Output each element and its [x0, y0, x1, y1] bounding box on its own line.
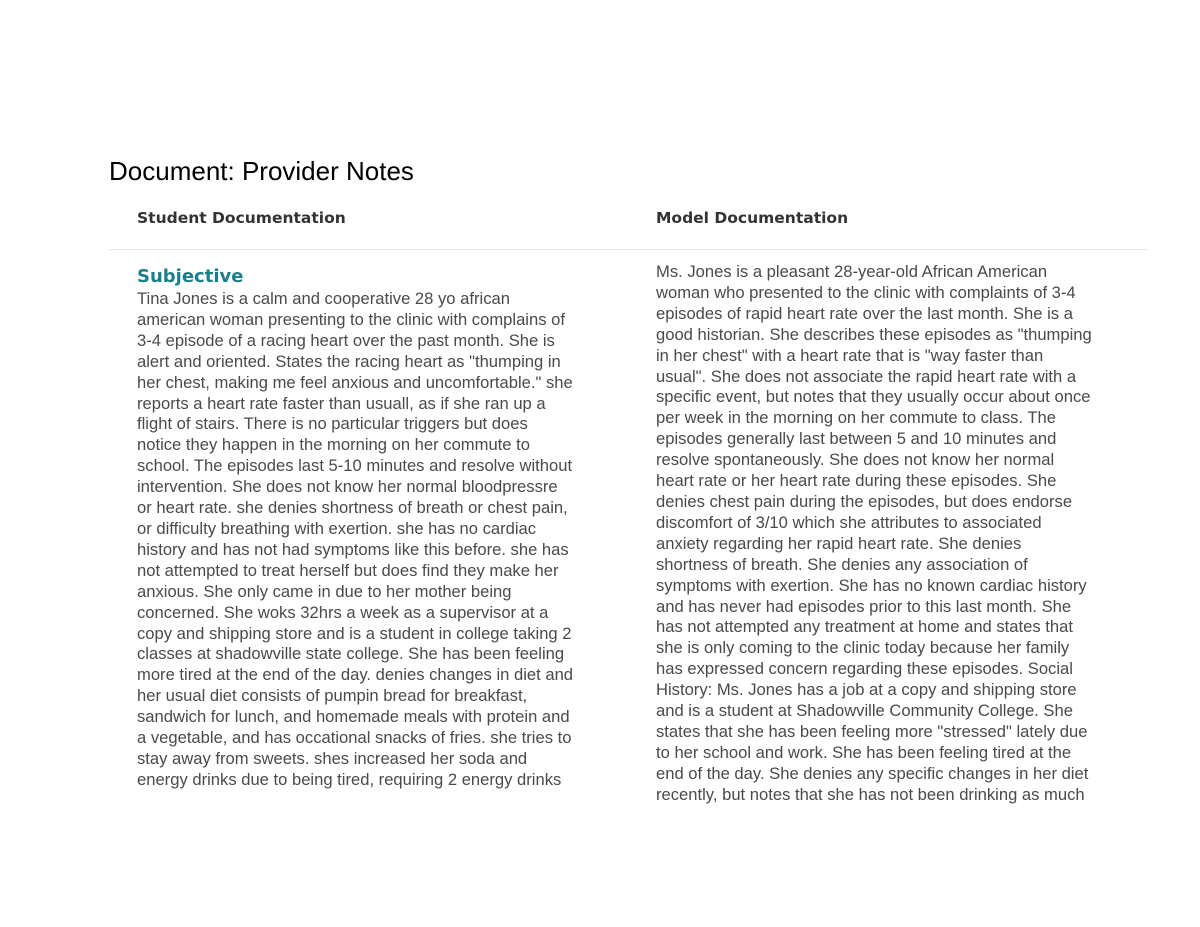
student-text-line: copy and shipping store and is a student in college taking 2	[137, 623, 572, 643]
student-text-line: concerned. She woks 32hrs a week as a supervisor at a	[137, 602, 549, 622]
student-text-line: 3-4 episode of a racing heart over the past month. She is	[137, 330, 555, 350]
model-text-line: recently, but notes that she has not been drinking as much	[656, 784, 1085, 804]
model-text-line: usual". She does not associate the rapid heart rate with a	[656, 366, 1077, 386]
model-text-line: anxiety regarding her rapid heart rate. She denies	[656, 533, 1022, 553]
model-text-line: per week in the morning on her commute to class. The	[656, 408, 1056, 428]
subjective-section-label: Subjective	[137, 266, 244, 287]
model-text-line: Ms. Jones is a pleasant 28-year-old African American	[656, 262, 1048, 281]
model-text-line: heart rate or her heart rate during these episodes. She	[656, 471, 1057, 491]
model-text-line: resolve spontaneously. She does not know her normal	[656, 450, 1055, 470]
student-text-line: Tina Jones is a calm and cooperative 28 yo african	[137, 289, 510, 308]
header-divider	[109, 249, 1148, 250]
model-text-line: end of the day. She denies any specific changes in her diet	[656, 763, 1089, 783]
student-text-line: notice they happen in the morning on her commute to	[137, 435, 530, 455]
student-text-line: more tired at the end of the day. denies changes in diet and	[137, 665, 574, 685]
student-text-line: anxious. She only came in due to her mother being	[137, 581, 512, 601]
model-text-line: shortness of breath. She denies any association of	[656, 554, 1028, 574]
student-text-line: classes at shadowville state college. She has been feeling	[137, 644, 565, 664]
model-text-line: and has never had episodes prior to this last month. She	[656, 596, 1072, 616]
model-text-line: in her chest" with a heart rate that is "way faster than	[656, 345, 1044, 365]
model-text-line: episodes generally last between 5 and 10 minutes and	[656, 429, 1057, 449]
model-text-line: woman who presented to the clinic with complaints of 3-4	[656, 282, 1076, 302]
student-text-line: intervention. She does not know her normal bloodpressre	[137, 477, 558, 497]
model-text-line: states that she has been feeling more "stressed" lately due	[656, 721, 1088, 741]
student-documentation-header: Student Documentation	[137, 209, 346, 227]
student-text-line: a vegetable, and has occational snacks of fries. she tries to	[137, 728, 572, 748]
student-text-line: stay away from sweets. shes increased her soda and	[137, 748, 528, 768]
student-text-line: sandwich for lunch, and homemade meals with protein and	[137, 707, 570, 727]
model-text-line: History: Ms. Jones has a job at a copy and shipping store	[656, 680, 1077, 700]
model-text-line: episodes of rapid heart rate over the last month. She is a	[656, 303, 1073, 323]
student-text-line: flight of stairs. There is no particular triggers but does	[137, 414, 528, 434]
model-text-line: and is a student at Shadowville Community College. She	[656, 701, 1073, 721]
model-text-line: specific event, but notes that they usually occur about once	[656, 387, 1091, 407]
student-text-line: history and has not had symptoms like this before. she has	[137, 539, 569, 559]
model-text-line: she is only coming to the clinic today because her family	[656, 638, 1070, 658]
student-documentation-text	[137, 289, 623, 791]
document-title: Document: Provider Notes	[109, 156, 414, 186]
student-text-line: or difficulty breathing with exertion. she has no cardiac	[137, 518, 537, 538]
student-text-line: school. The episodes last 5-10 minutes and resolve without	[137, 456, 573, 476]
student-text-line: her usual diet consists of pumpin bread for breakfast,	[137, 686, 528, 706]
student-text-line: not attempted to treat herself but does find they make her	[137, 560, 559, 580]
model-text-line: has expressed concern regarding these episodes. Social	[656, 659, 1073, 679]
student-text-line: reports a heart rate faster than usuall, as if she ran up a	[137, 393, 546, 413]
student-text-line: alert and oriented. States the racing heart as "thumping in	[137, 351, 561, 371]
model-text-line: to her school and work. She has been feeling tired at the	[656, 742, 1072, 762]
model-documentation-text	[656, 262, 1142, 806]
student-text-line: or heart rate. she denies shortness of breath or chest pain,	[137, 498, 568, 518]
model-text-line: good historian. She describes these episodes as "thumping	[656, 324, 1092, 344]
model-documentation-header: Model Documentation	[656, 209, 849, 227]
student-text-line: energy drinks due to being tired, requiring 2 energy drinks	[137, 769, 562, 789]
model-text-line: discomfort of 3/10 which she attributes to associated	[656, 512, 1042, 532]
model-text-line: has not attempted any treatment at home and states that	[656, 617, 1073, 637]
model-text-line: symptoms with exertion. She has no known cardiac history	[656, 575, 1087, 595]
student-text-line: american woman presenting to the clinic with complains of	[137, 309, 565, 329]
student-text-line: her chest, making me feel anxious and uncomfortable." she	[137, 372, 573, 392]
model-text-line: denies chest pain during the episodes, but does endorse	[656, 491, 1073, 511]
